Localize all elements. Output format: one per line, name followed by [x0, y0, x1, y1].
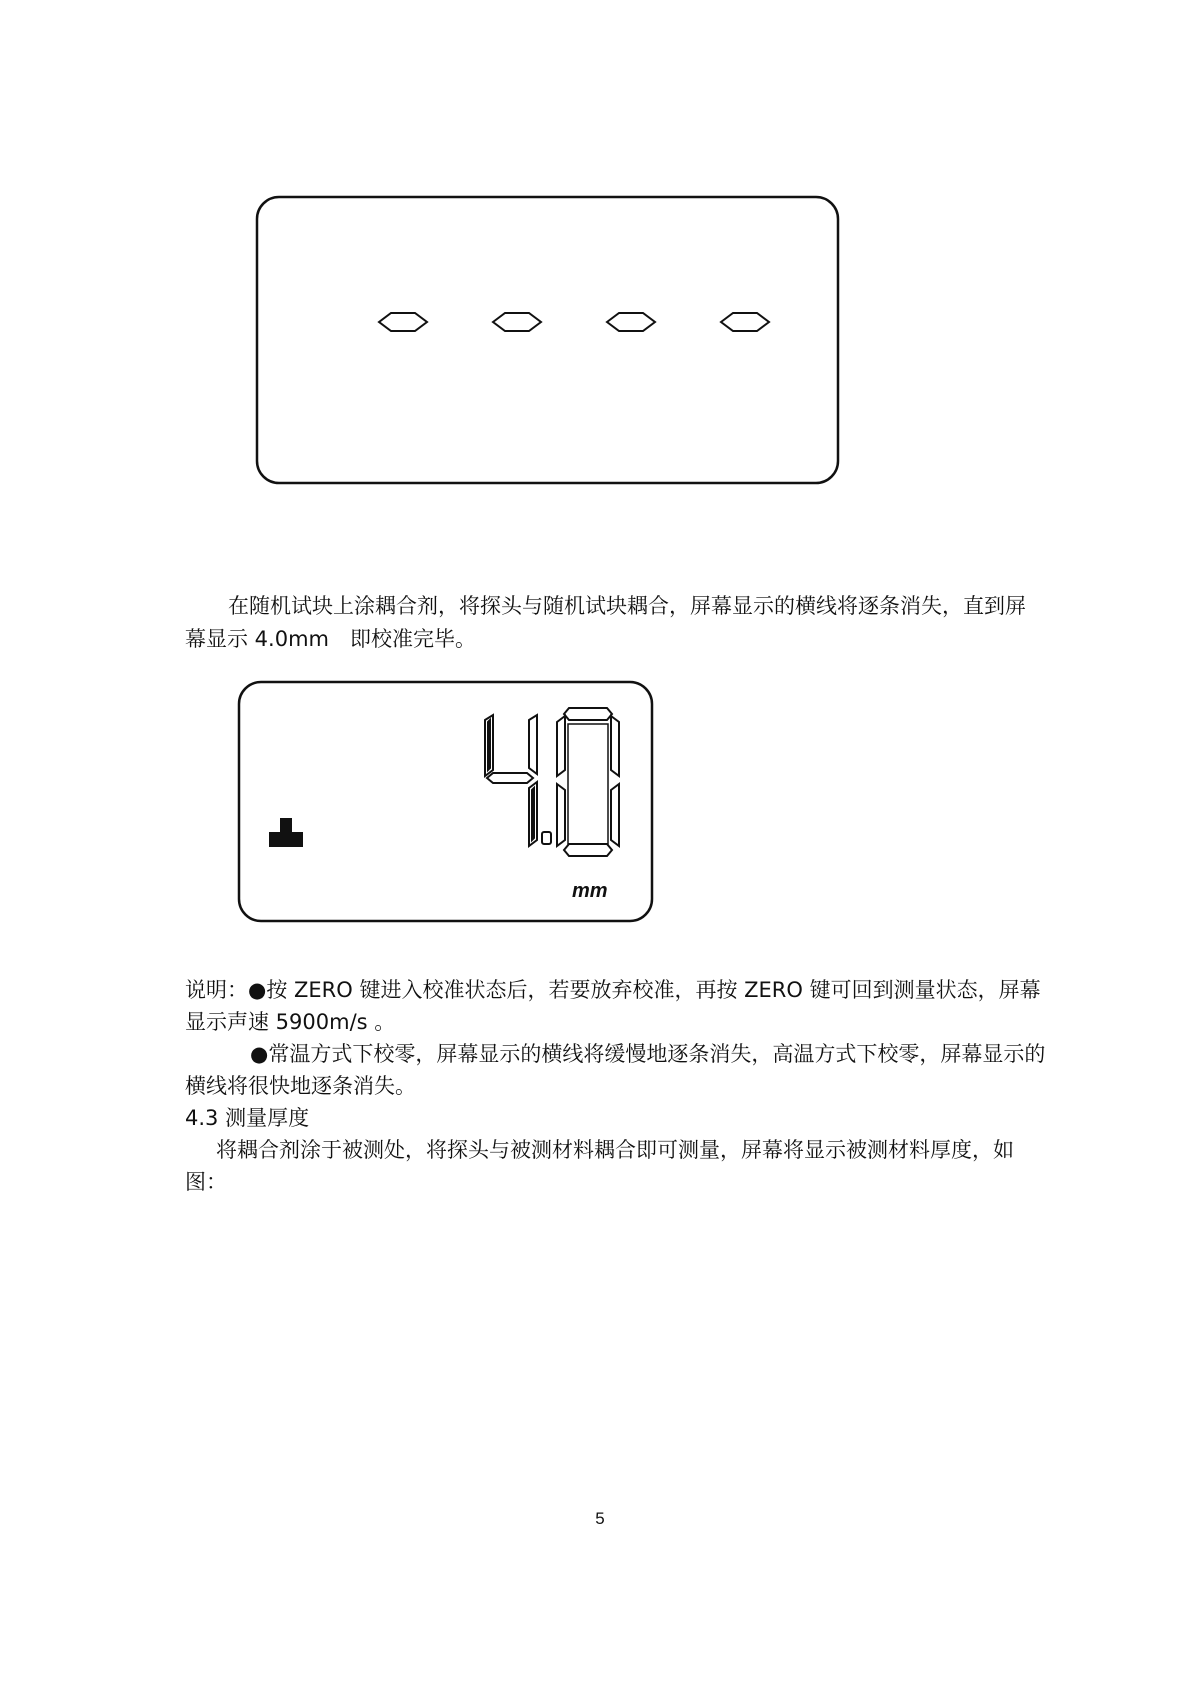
- lcd-frame: [257, 197, 838, 483]
- notes-line: 横线将很快地逐条消失。: [185, 1074, 416, 1098]
- notes-line: 说明：●按 ZERO 键进入校准状态后，若要放弃校准，再按 ZERO 键可回到测量状态，屏幕: [185, 978, 1041, 1002]
- section-heading: 4.3 测量厚度: [185, 1106, 310, 1130]
- dash-segment: [379, 313, 427, 331]
- decimal-point: [542, 832, 551, 844]
- page-number: 5: [595, 1509, 605, 1528]
- coupling-indicator-icon: [269, 818, 303, 847]
- lcd-display-reading: [237, 680, 654, 923]
- dash-segment: [721, 313, 769, 331]
- digit-zero: [557, 708, 619, 856]
- digit-four: [485, 715, 537, 846]
- notes-line: 显示声速 5900m/s 。: [185, 1010, 396, 1034]
- lcd-display-dashes: [255, 195, 840, 485]
- dash-segment: [607, 313, 655, 331]
- paragraph-line: 在随机试块上涂耦合剂，将探头与随机试块耦合，屏幕显示的横线将逐条消失，直到屏: [228, 594, 1026, 618]
- paragraph-line: 幕显示 4.0mm 即校准完毕。: [185, 627, 476, 651]
- section-line: 图：: [185, 1170, 227, 1194]
- unit-label: mm: [572, 880, 608, 902]
- dash-segment: [493, 313, 541, 331]
- section-line: 将耦合剂涂于被测处，将探头与被测材料耦合即可测量，屏幕将显示被测材料厚度，如: [216, 1138, 1014, 1162]
- notes-line: ●常温方式下校零，屏幕显示的横线将缓慢地逐条消失，高温方式下校零，屏幕显示的: [250, 1042, 1046, 1066]
